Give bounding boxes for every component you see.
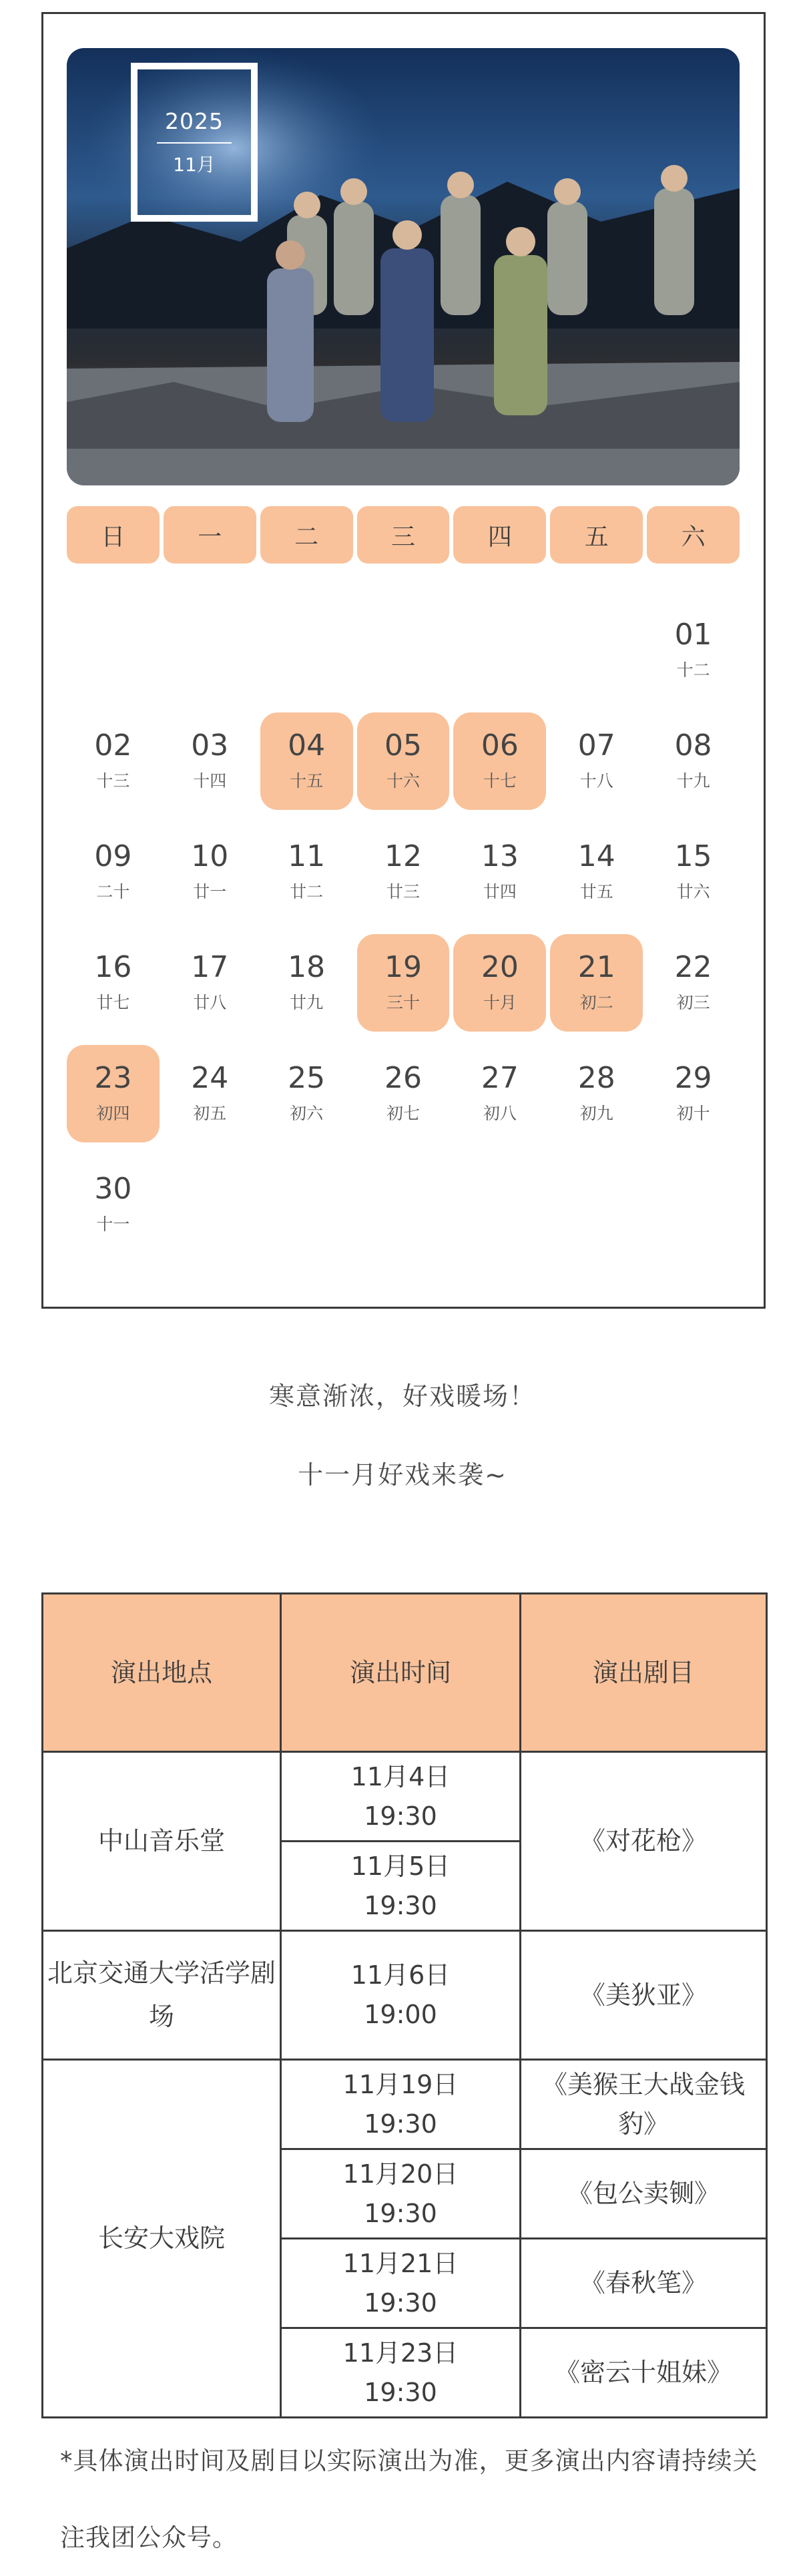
header-venue: 演出地点 bbox=[43, 1594, 281, 1752]
show-date: 11月21日 bbox=[342, 2248, 459, 2278]
lunar-date: 初九 bbox=[579, 1104, 613, 1124]
lunar-date: 廿五 bbox=[579, 882, 613, 902]
calendar-day bbox=[164, 934, 256, 1032]
lunar-date: 初六 bbox=[290, 1104, 324, 1124]
weekday-fri: 五 bbox=[550, 506, 643, 564]
day-number: 06 bbox=[481, 728, 519, 763]
lunar-date: 廿九 bbox=[290, 993, 324, 1013]
day-number: 20 bbox=[481, 949, 519, 984]
lunar-date: 十一 bbox=[96, 1215, 130, 1235]
day-number: 09 bbox=[94, 839, 132, 873]
calendar-day bbox=[67, 712, 160, 810]
day-number: 28 bbox=[577, 1060, 615, 1095]
show-time: 19:30 bbox=[364, 2377, 437, 2407]
time-cell bbox=[281, 1931, 521, 2060]
day-number: 16 bbox=[94, 949, 132, 984]
lunar-date: 三十 bbox=[386, 993, 420, 1013]
lunar-date: 廿四 bbox=[483, 882, 517, 902]
calendar-day bbox=[647, 602, 740, 699]
show-date: 11月23日 bbox=[342, 2338, 459, 2368]
lunar-date: 初十 bbox=[676, 1104, 710, 1124]
show-date: 11月4日 bbox=[350, 1761, 451, 1791]
show-time: 19:30 bbox=[364, 2109, 437, 2139]
play-cell: 《美狄亚》 bbox=[521, 1931, 767, 2060]
badge-year: 2025 bbox=[165, 108, 224, 134]
header-play: 演出剧目 bbox=[521, 1594, 767, 1752]
lunar-date: 十五 bbox=[290, 771, 324, 791]
day-number: 12 bbox=[384, 839, 422, 873]
badge-month: 11月 bbox=[173, 153, 216, 176]
calendar-blank-cell bbox=[550, 602, 643, 699]
calendar-day bbox=[260, 934, 353, 1032]
day-number: 08 bbox=[674, 728, 712, 763]
day-number: 19 bbox=[384, 949, 422, 984]
play-cell: 《美猴王大战金钱豹》 bbox=[521, 2060, 767, 2149]
day-number: 01 bbox=[674, 617, 712, 652]
time-cell bbox=[281, 2239, 521, 2328]
day-number: 14 bbox=[577, 839, 615, 873]
calendar-day bbox=[67, 1156, 160, 1253]
calendar-day bbox=[647, 934, 740, 1032]
lunar-date: 廿七 bbox=[96, 993, 130, 1013]
weekday-thu: 四 bbox=[453, 506, 546, 564]
day-number: 24 bbox=[191, 1060, 229, 1095]
day-number: 04 bbox=[288, 728, 326, 763]
time-cell bbox=[281, 2149, 521, 2239]
lunar-date: 初二 bbox=[579, 993, 613, 1013]
calendar-day-performance bbox=[453, 934, 546, 1032]
table-row bbox=[43, 1931, 767, 2060]
lunar-date: 廿三 bbox=[386, 882, 420, 902]
day-number: 11 bbox=[288, 839, 326, 873]
day-number: 05 bbox=[384, 728, 422, 763]
header-time: 演出时间 bbox=[281, 1594, 521, 1752]
day-number: 02 bbox=[94, 728, 132, 763]
show-time: 19:30 bbox=[364, 1801, 437, 1831]
calendar-blank-cell bbox=[67, 602, 160, 699]
day-number: 03 bbox=[191, 728, 229, 763]
weekday-header-row bbox=[67, 506, 740, 564]
calendar-day bbox=[164, 823, 256, 921]
lunar-date: 初八 bbox=[483, 1104, 517, 1124]
calendar-day bbox=[453, 823, 546, 921]
weekday-tue: 二 bbox=[260, 506, 353, 564]
month-badge bbox=[131, 63, 258, 222]
day-number: 10 bbox=[191, 839, 229, 873]
calendar-day bbox=[647, 1045, 740, 1142]
intro-message-line-1: 寒意渐浓，好戏暖场！ bbox=[268, 1381, 536, 1411]
show-date: 11月19日 bbox=[342, 2069, 459, 2099]
play-cell: 《包公卖铡》 bbox=[521, 2149, 767, 2239]
day-number: 26 bbox=[384, 1060, 422, 1095]
table-row bbox=[43, 2060, 767, 2149]
footnote: *具体演出时间及剧目以实际演出为准，更多演出内容请持续关注我团公众号。 bbox=[60, 2446, 758, 2552]
calendar-day bbox=[357, 823, 450, 921]
table-header-row bbox=[43, 1594, 767, 1752]
day-number: 18 bbox=[288, 949, 326, 984]
lunar-date: 十九 bbox=[676, 771, 710, 791]
calendar-day-performance bbox=[357, 712, 450, 810]
lunar-date: 二十 bbox=[96, 882, 130, 902]
calendar-day-performance bbox=[550, 934, 643, 1032]
lunar-date: 廿二 bbox=[290, 882, 324, 902]
weekday-sat: 六 bbox=[647, 506, 740, 564]
time-cell bbox=[281, 1842, 521, 1931]
time-cell bbox=[281, 1752, 521, 1842]
day-number: 17 bbox=[191, 949, 229, 984]
show-date: 11月20日 bbox=[342, 2159, 459, 2189]
lunar-date: 十月 bbox=[483, 993, 517, 1013]
lunar-date: 初五 bbox=[193, 1104, 227, 1124]
venue-cell: 长安大戏院 bbox=[43, 2060, 281, 2418]
show-date: 11月6日 bbox=[350, 1960, 451, 1990]
calendar-day bbox=[550, 712, 643, 810]
day-number: 13 bbox=[481, 839, 519, 873]
day-number: 07 bbox=[577, 728, 615, 763]
day-number: 25 bbox=[288, 1060, 326, 1095]
lunar-date: 十三 bbox=[96, 771, 130, 791]
lunar-date: 廿一 bbox=[193, 882, 227, 902]
play-cell: 《春秋笔》 bbox=[521, 2239, 767, 2328]
calendar-blank-cell bbox=[164, 602, 256, 699]
lunar-date: 十六 bbox=[386, 771, 420, 791]
weekday-sun: 日 bbox=[67, 506, 160, 564]
day-number: 27 bbox=[481, 1060, 519, 1095]
lunar-date: 初七 bbox=[386, 1104, 420, 1124]
lunar-date: 初三 bbox=[676, 993, 710, 1013]
calendar-day bbox=[453, 1045, 546, 1142]
show-time: 19:30 bbox=[364, 1890, 437, 1920]
calendar-day bbox=[647, 712, 740, 810]
lunar-date: 十四 bbox=[193, 771, 227, 791]
day-number: 21 bbox=[577, 949, 615, 984]
show-date: 11月5日 bbox=[350, 1851, 451, 1881]
show-time: 19:30 bbox=[364, 2198, 437, 2228]
calendar-day bbox=[260, 1045, 353, 1142]
calendar-blank-cell bbox=[357, 602, 450, 699]
day-number: 23 bbox=[94, 1060, 132, 1095]
day-number: 30 bbox=[94, 1171, 132, 1206]
weekday-wed: 三 bbox=[357, 506, 450, 564]
venue-cell: 中山音乐堂 bbox=[43, 1752, 281, 1931]
calendar-day bbox=[357, 1045, 450, 1142]
calendar-day bbox=[67, 934, 160, 1032]
lunar-date: 初四 bbox=[96, 1104, 130, 1124]
lunar-date: 十八 bbox=[579, 771, 613, 791]
calendar-grid bbox=[67, 600, 740, 1265]
lunar-date: 十二 bbox=[676, 660, 710, 680]
performance-schedule-table bbox=[41, 1592, 768, 2418]
calendar-day bbox=[647, 823, 740, 921]
calendar-day bbox=[260, 823, 353, 921]
calendar-day-performance bbox=[357, 934, 450, 1032]
calendar-day bbox=[550, 823, 643, 921]
calendar-blank-cell bbox=[453, 602, 546, 699]
calendar-day-performance bbox=[453, 712, 546, 810]
show-time: 19:00 bbox=[364, 2000, 437, 2029]
play-cell: 《密云十姐妹》 bbox=[521, 2328, 767, 2418]
lunar-date: 十七 bbox=[483, 771, 517, 791]
weekday-mon: 一 bbox=[164, 506, 256, 564]
badge-divider bbox=[157, 142, 232, 144]
lunar-date: 廿六 bbox=[676, 882, 710, 902]
intro-message-line-2: 十一月好戏来袭~ bbox=[298, 1460, 507, 1490]
show-time: 19:30 bbox=[364, 2288, 437, 2318]
play-cell: 《对花枪》 bbox=[521, 1752, 767, 1931]
day-number: 15 bbox=[674, 839, 712, 873]
calendar-day bbox=[67, 823, 160, 921]
calendar-day bbox=[164, 712, 256, 810]
time-cell bbox=[281, 2060, 521, 2149]
calendar-day-performance bbox=[67, 1045, 160, 1142]
day-number: 22 bbox=[674, 949, 712, 984]
venue-cell: 北京交通大学活学剧场 bbox=[43, 1931, 281, 2060]
calendar-day bbox=[550, 1045, 643, 1142]
calendar-day bbox=[164, 1045, 256, 1142]
calendar-day-performance bbox=[260, 712, 353, 810]
day-number: 29 bbox=[674, 1060, 712, 1095]
lunar-date: 廿八 bbox=[193, 993, 227, 1013]
calendar-blank-cell bbox=[260, 602, 353, 699]
time-cell bbox=[281, 2328, 521, 2418]
table-row bbox=[43, 1752, 767, 1842]
